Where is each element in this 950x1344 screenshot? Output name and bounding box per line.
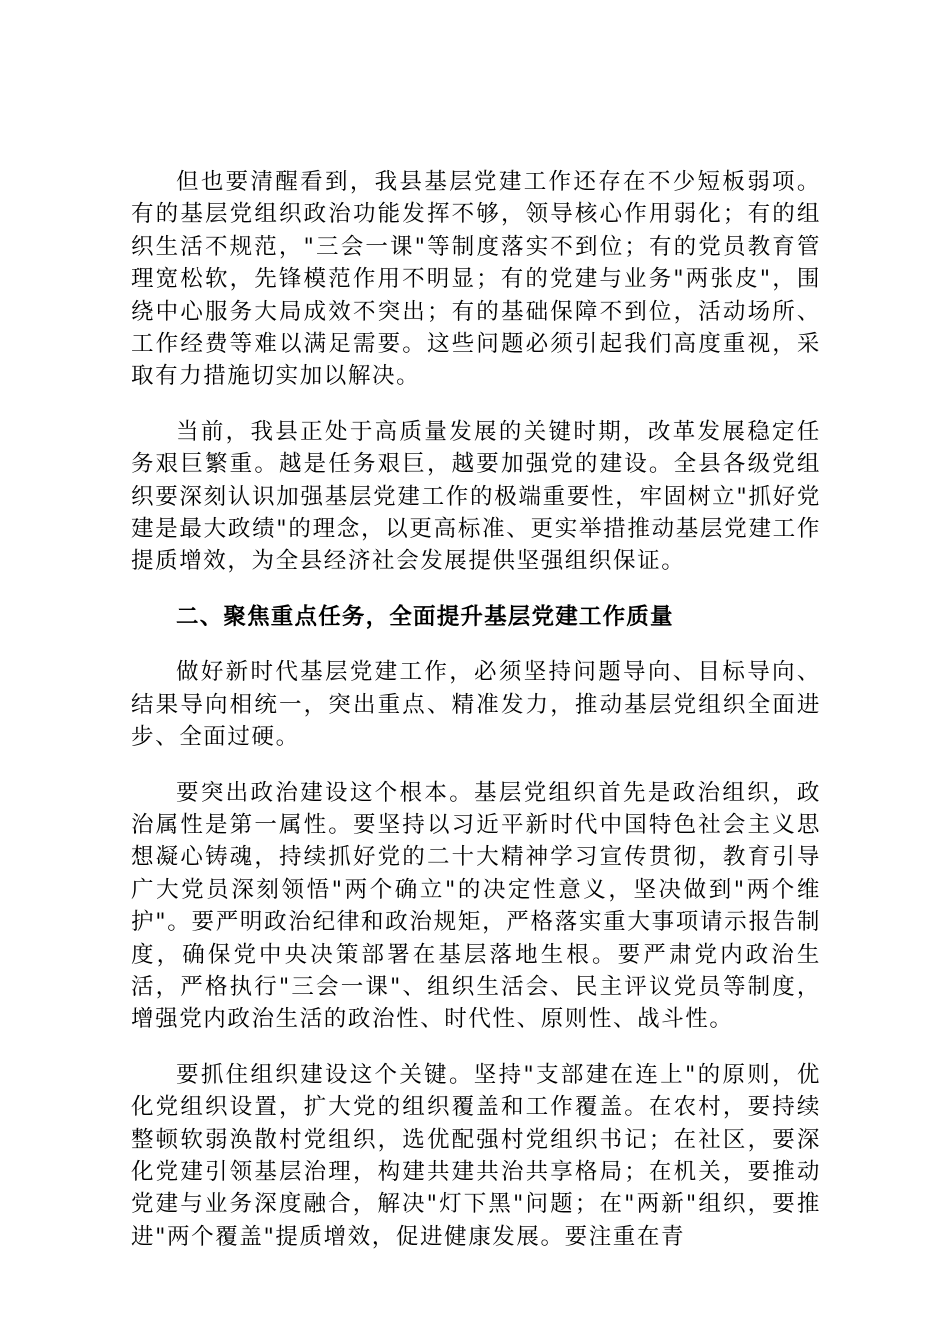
document-page xyxy=(131,166,821,1276)
body-paragraph: 做好新时代基层党建工作，必须坚持问题导向、目标导向、结果导向相统一，突出重点、精准发力，推动基层党组织全面进步、全面过硬。 xyxy=(131,659,821,751)
body-paragraph: 但也要清醒看到，我县基层党建工作还存在不少短板弱项。有的基层党组织政治功能发挥不够，领导核心作用弱化；有的组织生活不规范，"三会一课"等制度落实不到位；有的党员教育管理宽松软，先锋模范作用不明显；有的党建与业务"两张皮"，围绕中心服务大局成效不突出；有的基础保障不到位，活动场所、工作经费等难以满足需要。这些问题必须引起我们高度重视，采取有力措施切实加以解决。 xyxy=(131,169,821,390)
body-paragraph: 当前，我县正处于高质量发展的关键时期，改革发展稳定任务艰巨繁重。越是任务艰巨，越要加强党的建设。全县各级党组织要深刻认识加强基层党建工作的极端重要性，牢固树立"抓好党建是最大政绩"的理念，以更高标准、更实举措推动基层党建工作提质增效，为全县经济社会发展提供坚强组织保证。 xyxy=(131,418,821,575)
section-heading: 二、聚焦重点任务，全面提升基层党建工作质量 xyxy=(176,603,674,630)
body-paragraph: 要抓住组织建设这个关键。坚持"支部建在连上"的原则，优化党组织设置，扩大党的组织覆盖和工作覆盖。在农村，要持续整顿软弱涣散村党组织，选优配强村党组织书记；在社区，要深化党建引领基层治理，构建共建共治共享格局；在机关，要推动党建与业务深度融合，解决"灯下黑"问题；在"两新"组织，要推进"两个覆盖"提质增效，促进健康发展。要注重在青 xyxy=(131,1061,821,1250)
body-paragraph: 要突出政治建设这个根本。基层党组织首先是政治组织，政治属性是第一属性。要坚持以习近平新时代中国特色社会主义思想凝心铸魂，持续抓好党的二十大精神学习宣传贯彻，教育引导广大党员深刻领悟"两个确立"的决定性意义，坚决做到"两个维护"。要严明政治纪律和政治规矩，严格落实重大事项请示报告制度，确保党中央决策部署在基层落地生根。要严肃党内政治生活，严格执行"三会一课"、组织生活会、民主评议党员等制度，增强党内政治生活的政治性、时代性、原则性、战斗性。 xyxy=(131,779,821,1033)
